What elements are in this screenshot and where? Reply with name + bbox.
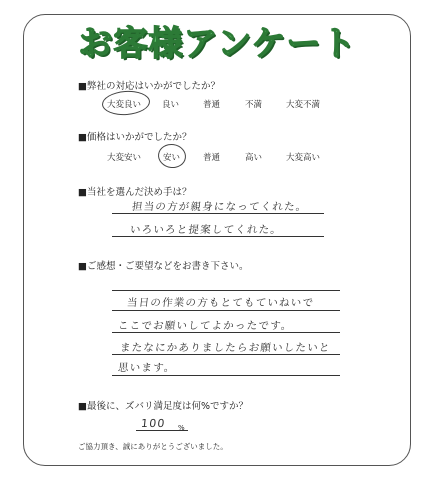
satisfaction-rule — [136, 430, 188, 431]
option-service-very-good[interactable]: 大変良い — [107, 100, 142, 110]
handwritten-answer-line: 担当の方が親身になってくれた。 — [131, 201, 309, 213]
option-price-normal[interactable]: 普通 — [203, 153, 221, 163]
option-price-very-expensive[interactable]: 大変高い — [286, 153, 321, 163]
question-feedback: ■ご感想・ご要望などをお書き下さい。 — [78, 261, 249, 272]
option-price-expensive[interactable]: 高い — [245, 153, 263, 163]
option-service-dissatisfied[interactable]: 不満 — [245, 100, 263, 110]
option-price-cheap[interactable]: 安い — [163, 153, 181, 163]
thank-you-note: ご協力頂き、誠にありがとうございました。 — [78, 442, 228, 451]
survey-title: お客様アンケート — [78, 24, 357, 64]
answer-rule — [112, 354, 340, 355]
answer-rule — [112, 332, 340, 333]
option-service-very-dissatisfied[interactable]: 大変不満 — [286, 100, 321, 110]
question-satisfaction: ■最後に、ズバリ満足度は何%ですか？ — [78, 401, 249, 412]
option-price-very-cheap[interactable]: 大変安い — [107, 153, 142, 163]
option-service-normal[interactable]: 普通 — [203, 100, 221, 110]
answer-rule — [112, 310, 340, 311]
question-service: ■弊社の対応はいかがでしたか？ — [78, 81, 220, 92]
answer-rule — [112, 236, 324, 237]
handwritten-answer-line: 当日の作業の方もとてもていねいで — [126, 297, 315, 309]
question-deciding-factor: ■当社を選んだ決め手は？ — [78, 187, 192, 198]
handwritten-answer-line: 思います。 — [117, 362, 177, 374]
question-price: ■価格はいかがでしたか？ — [78, 132, 192, 143]
option-service-good[interactable]: 良い — [162, 100, 180, 110]
answer-rule — [112, 290, 340, 291]
satisfaction-value: 100 — [140, 417, 167, 430]
answer-rule — [112, 213, 324, 214]
answer-rule — [112, 375, 340, 376]
percent-unit: % — [178, 424, 185, 432]
handwritten-answer-line: いろいろと提案してくれた。 — [129, 224, 283, 236]
handwritten-answer-line: ここでお願いしてよかったです。 — [117, 320, 294, 332]
handwritten-answer-line: またなにかありましたらお願いしたいと — [119, 342, 332, 354]
